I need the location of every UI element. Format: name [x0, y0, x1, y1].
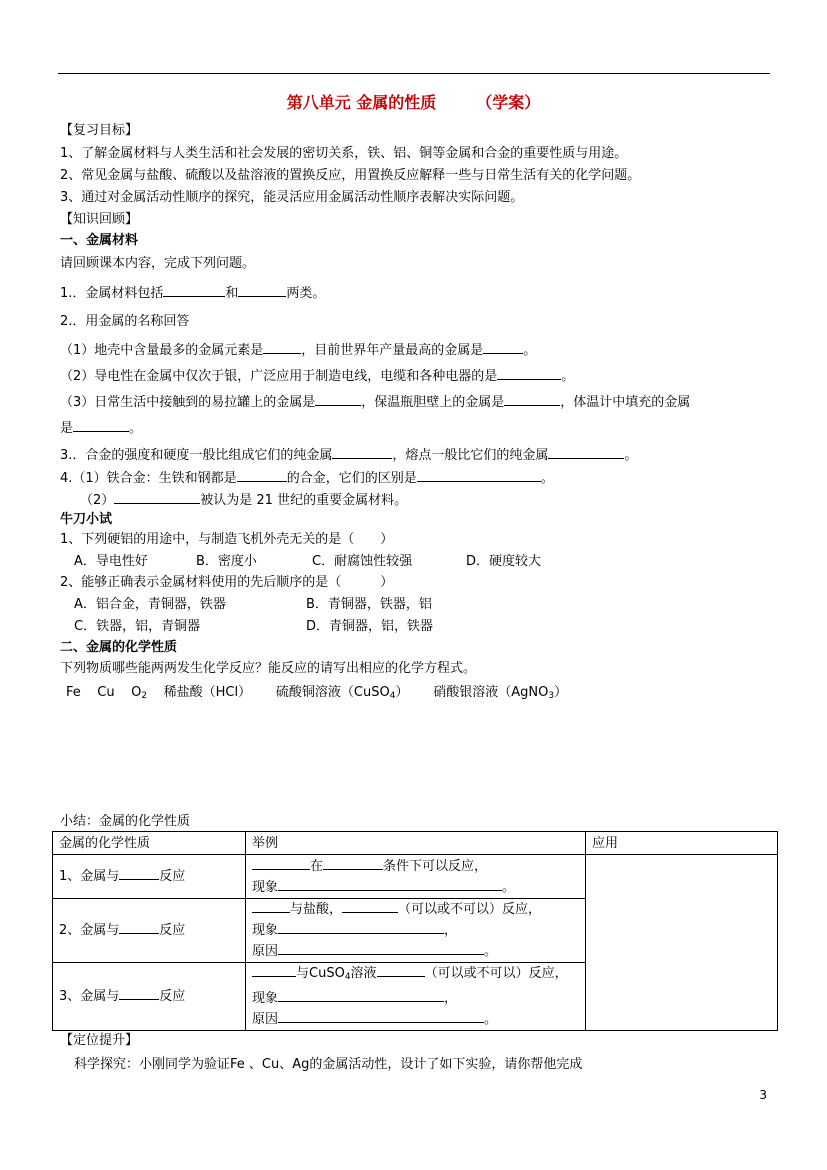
question-2: 2.．用金属的名称回答	[60, 314, 190, 329]
blank[interactable]	[278, 988, 444, 1002]
question-4-1: 4.（1）铁合金：生铁和钢都是 的合金，它们的区别是 。	[60, 468, 554, 488]
blank[interactable]	[119, 866, 159, 880]
header-rule	[58, 73, 770, 74]
property-cell: 1、金属与 反应	[53, 855, 246, 899]
trial-q2-option-d: D．青铜器，铝，铁器	[306, 619, 434, 634]
title-main: 第八单元 金属的性质	[286, 93, 437, 112]
section2-heading: 二、金属的化学性质	[60, 640, 178, 655]
section1-heading: 一、金属材料	[60, 233, 139, 248]
review-item-3: 3、通过对金属活动性顺序的探究，能灵活应用金属活动性顺序表解决实际问题。	[60, 190, 524, 205]
blank[interactable]	[323, 856, 383, 870]
page-number: 3	[759, 1088, 767, 1102]
question-2-1: （1）地壳中含量最多的金属元素是 ，目前世界年产量最高的金属是 。	[60, 340, 536, 360]
blank[interactable]	[377, 963, 425, 977]
blank[interactable]	[119, 920, 159, 934]
trial-heading: 牛刀小试	[60, 512, 113, 527]
blank[interactable]	[278, 920, 444, 934]
blank[interactable]	[417, 468, 541, 482]
trial-q2-option-c: C．铁器，铝，青铜器	[74, 619, 201, 634]
blank[interactable]	[483, 340, 523, 354]
example-cell: 与盐酸， （可以或不可以）反应， 现象 ， 原因 。	[246, 899, 586, 963]
blank[interactable]	[315, 392, 361, 406]
blank[interactable]	[114, 490, 200, 504]
blank[interactable]	[278, 877, 502, 891]
page-title	[0, 90, 827, 113]
blank[interactable]	[497, 366, 561, 380]
question-1: 1.．金属材料包括 和 两类。	[60, 283, 325, 303]
question-2-3-cont: 是 。	[60, 418, 142, 438]
section2-intro: 下列物质哪些能两两发生化学反应？能反应的请写出相应的化学方程式。	[60, 661, 477, 676]
blank[interactable]	[73, 418, 129, 432]
blank[interactable]	[237, 468, 287, 482]
review-heading: 【复习目标】	[60, 123, 139, 138]
blank[interactable]	[548, 445, 624, 459]
blank[interactable]	[252, 899, 290, 913]
blank[interactable]	[119, 986, 159, 1000]
question-4-2: （2） 被认为是 21 世纪的重要金属材料。	[80, 490, 407, 510]
locate-text: 科学探究：小刚同学为验证Fe 、Cu、Ag的金属活动性，设计了如下实验，请你帮他完成	[74, 1057, 583, 1072]
blank[interactable]	[252, 856, 310, 870]
trial-question-1: 1、下列硬铝的用途中，与制造飞机外壳无关的是（ ）	[60, 532, 394, 547]
blank[interactable]	[263, 340, 301, 354]
question-3: 3.．合金的强度和硬度一般比组成它们的纯金属 ，熔点一般比它们的纯金属 。	[60, 445, 637, 465]
substance-list: Fe Cu $O_2$ 稀盐酸（HCl） 硫酸铜溶液（CuSO$_4$） 硝酸银溶液（AgNO$_3$）	[66, 685, 568, 701]
blank[interactable]	[163, 283, 225, 297]
table-header: 金属的化学性质	[53, 832, 246, 855]
chemical-properties-table	[52, 831, 778, 1031]
knowledge-heading: 【知识回顾】	[60, 212, 139, 227]
trial-q1-option-d: D．硬度较大	[466, 554, 542, 569]
trial-q2-option-b: B．青铜器，铁器，铝	[306, 597, 432, 612]
example-cell: 与CuSO$_4$溶液 （可以或不可以）反应， 现象 ， 原因 。	[246, 963, 586, 1031]
property-cell: 2、金属与 反应	[53, 899, 246, 963]
title-tag: （学案）	[476, 93, 541, 112]
example-cell: 在 条件下可以反应， 现象 。	[246, 855, 586, 899]
question-2-2: （2）导电性在金属中仅次于银，广泛应用于制造电线，电缆和各种电器的是 。	[60, 366, 574, 386]
trial-q1-option-b: B．密度小	[196, 554, 257, 569]
blank[interactable]	[504, 392, 560, 406]
trial-question-2: 2、能够正确表示金属材料使用的先后顺序的是（ ）	[60, 575, 394, 590]
blank[interactable]	[278, 941, 484, 955]
review-item-2: 2、常见金属与盐酸、硫酸以及盐溶液的置换反应，用置换反应解释一些与日常生活有关的化学问题。	[60, 168, 641, 183]
trial-q1-option-c: C．耐腐蚀性较强	[312, 554, 413, 569]
application-cell[interactable]	[586, 855, 778, 1031]
section1-intro: 请回顾课本内容，完成下列问题。	[60, 256, 256, 271]
table-row	[53, 855, 778, 899]
table-header-row	[53, 832, 778, 855]
blank[interactable]	[238, 283, 286, 297]
review-item-1: 1、了解金属材料与人类生活和社会发展的密切关系，铁、铝、铜等金属和合金的重要性质与用途。	[60, 146, 628, 161]
locate-heading: 【定位提升】	[60, 1033, 139, 1048]
blank[interactable]	[332, 445, 392, 459]
summary-caption: 小结：金属的化学性质	[60, 814, 191, 829]
blank[interactable]	[252, 963, 296, 977]
table-header: 应用	[586, 832, 778, 855]
blank[interactable]	[342, 899, 398, 913]
blank[interactable]	[278, 1009, 484, 1023]
trial-q2-option-a: A．铝合金，青铜器，铁器	[74, 597, 226, 612]
table-header: 举例	[246, 832, 586, 855]
question-2-3: （3）日常生活中接触到的易拉罐上的金属是 ，保温瓶胆壁上的金属是 ，体温计中填充的金属	[60, 392, 690, 412]
trial-q1-option-a: A．导电性好	[74, 554, 148, 569]
property-cell: 3、金属与 反应	[53, 963, 246, 1031]
